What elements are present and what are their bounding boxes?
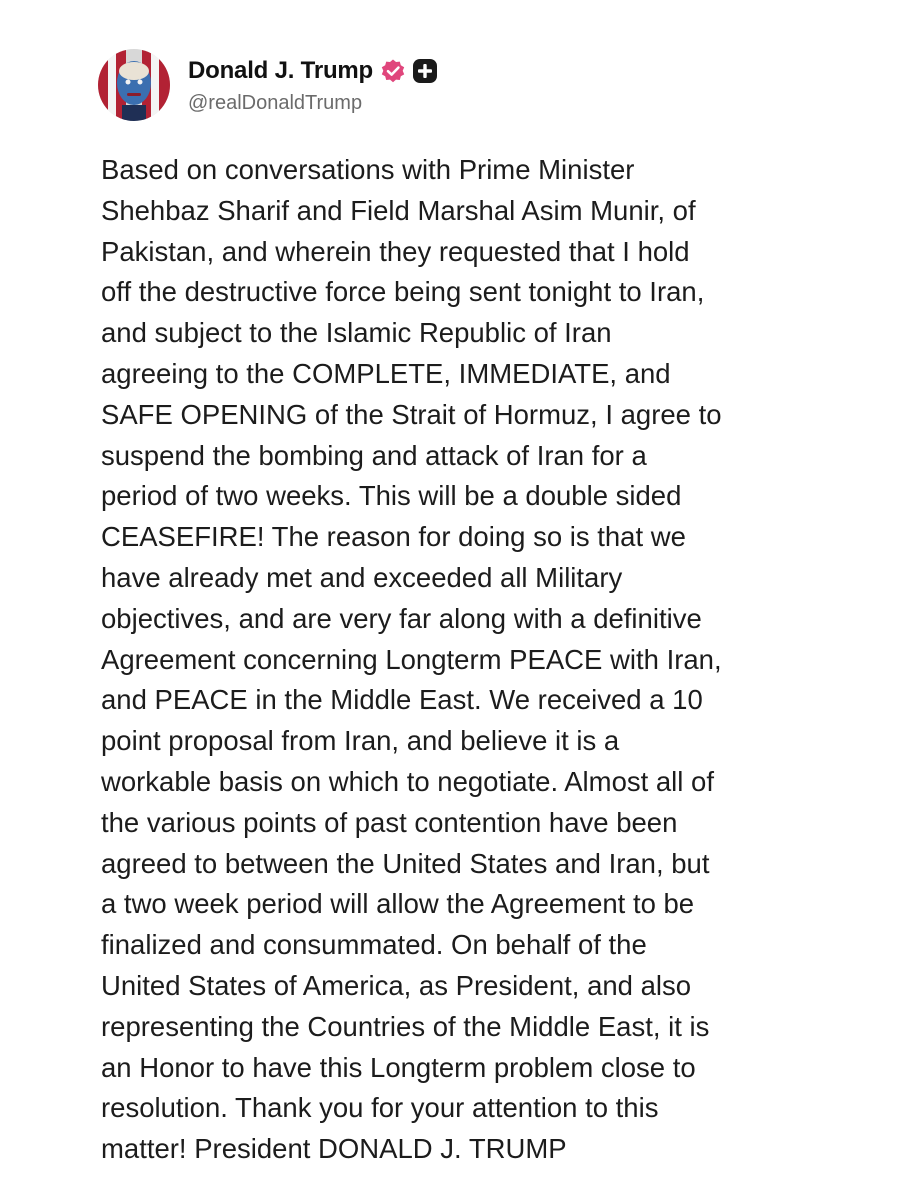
author-handle[interactable]: @realDonaldTrump [188,91,363,114]
post-body-line: agreeing to the COMPLETE, IMMEDIATE, and [101,357,671,389]
post-body-line: Shehbaz Sharif and Field Marshal Asim Munir, of [101,194,696,226]
post-body-line: workable basis on which to negotiate. Almost all of [101,765,714,797]
author-display-name[interactable]: Donald J. Trump [188,56,374,84]
post-body-line: suspend the bombing and attack of Iran for a [101,439,647,471]
post-body-line: finalized and consummated. On behalf of the [101,929,647,961]
post-body-line: SAFE OPENING of the Strait of Hormuz, I agree to [101,398,722,430]
post-body [101,150,821,1170]
post-body-line: resolution. Thank you for your attention to this [101,1092,659,1124]
post-body-line: Pakistan, and wherein they requested that I hold [101,235,690,267]
post-body-line: off the destructive force being sent tonight to Iran, [101,276,705,308]
post-body-line: Based on conversations with Prime Minister [101,154,635,185]
verified-badge-icon [380,58,406,84]
post-body-line: matter! President DONALD J. TRUMP [101,1133,567,1165]
post-body-line: objectives, and are very far along with a definitive [101,602,702,634]
post-header [98,48,438,122]
post-body-line: representing the Countries of the Middle East, it is [101,1010,710,1042]
post-body-line: CEASEFIRE! The reason for doing so is that we [101,521,686,553]
plus-badge-icon[interactable] [412,58,438,84]
post-body-line: Agreement concerning Longterm PEACE with Iran, [101,643,722,675]
post-body-line: have already met and exceeded all Military [101,561,623,593]
post-body-line: an Honor to have this Longterm problem close to [101,1051,696,1083]
post-body-line: and subject to the Islamic Republic of Iran [101,317,612,349]
post-body-line: the various points of past contention have been [101,806,678,838]
author-name-row [188,56,438,86]
post-body-line: United States of America, as President, and also [101,969,692,1001]
post-body-line: point proposal from Iran, and believe it is a [101,725,620,757]
avatar[interactable] [98,49,170,121]
post-body-line: and PEACE in the Middle East. We received a 10 [101,684,703,716]
post-body-line: a two week period will allow the Agreement to be [101,888,695,920]
post-body-line: period of two weeks. This will be a double sided [101,480,682,512]
post-body-line: agreed to between the United States and Iran, but [101,847,710,879]
avatar-flag-portrait-icon [98,49,170,121]
author-identity [188,56,438,115]
